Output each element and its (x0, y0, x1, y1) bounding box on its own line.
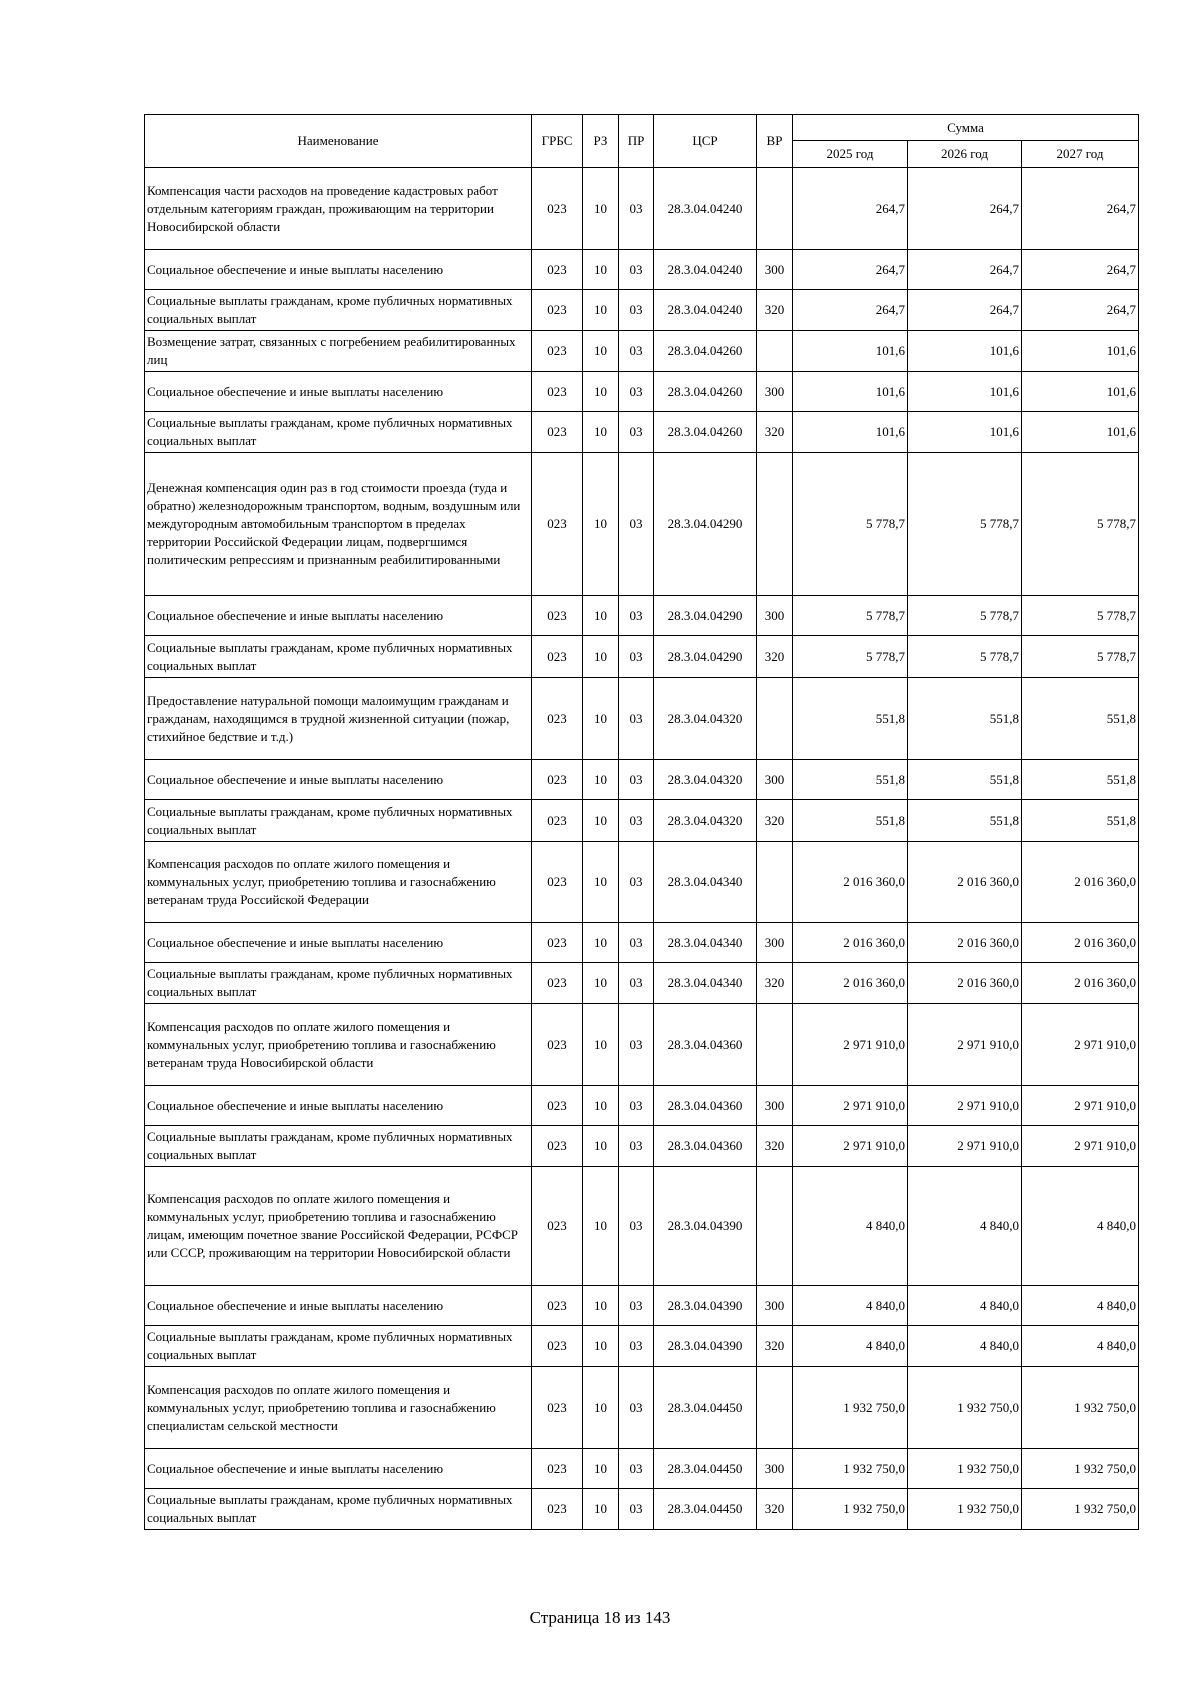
cell-rz: 10 (583, 963, 619, 1004)
cell-name: Социальное обеспечение и иные выплаты населению (145, 1286, 532, 1326)
header-year-2027: 2027 год (1022, 141, 1139, 168)
table-row (145, 412, 1139, 453)
cell-vr (757, 168, 793, 250)
cell-rz: 10 (583, 842, 619, 923)
cell-pr: 03 (619, 1004, 654, 1086)
cell-csr: 28.3.04.04290 (654, 453, 757, 596)
cell-rz: 10 (583, 290, 619, 331)
cell-sum-2025: 5 778,7 (793, 596, 908, 636)
cell-sum-2025: 101,6 (793, 331, 908, 372)
cell-sum-2025: 2 016 360,0 (793, 963, 908, 1004)
cell-grbs: 023 (532, 1489, 583, 1530)
cell-name: Компенсация расходов по оплате жилого помещения и коммунальных услуг, приобретению топлива и газоснабжению специалистам сельской местности (145, 1367, 532, 1449)
cell-name: Социальное обеспечение и иные выплаты населению (145, 760, 532, 800)
table-row (145, 1326, 1139, 1367)
cell-pr: 03 (619, 678, 654, 760)
cell-grbs: 023 (532, 331, 583, 372)
cell-sum-2027: 1 932 750,0 (1022, 1489, 1139, 1530)
page-number: Страница 18 из 143 (529, 1608, 671, 1627)
cell-pr: 03 (619, 412, 654, 453)
table-row (145, 1286, 1139, 1326)
cell-rz: 10 (583, 1167, 619, 1286)
cell-csr: 28.3.04.04390 (654, 1326, 757, 1367)
cell-sum-2025: 101,6 (793, 372, 908, 412)
cell-rz: 10 (583, 372, 619, 412)
cell-rz: 10 (583, 250, 619, 290)
cell-sum-2026: 264,7 (908, 290, 1022, 331)
cell-grbs: 023 (532, 1326, 583, 1367)
cell-sum-2025: 264,7 (793, 290, 908, 331)
cell-sum-2026: 2 971 910,0 (908, 1004, 1022, 1086)
cell-rz: 10 (583, 800, 619, 842)
cell-csr: 28.3.04.04450 (654, 1489, 757, 1530)
cell-grbs: 023 (532, 842, 583, 923)
cell-grbs: 023 (532, 636, 583, 678)
header-pr: ПР (619, 115, 654, 168)
header-sum: Сумма (793, 115, 1139, 141)
cell-csr: 28.3.04.04450 (654, 1449, 757, 1489)
cell-grbs: 023 (532, 760, 583, 800)
cell-rz: 10 (583, 1004, 619, 1086)
table-row (145, 250, 1139, 290)
cell-rz: 10 (583, 453, 619, 596)
cell-name: Социальное обеспечение и иные выплаты населению (145, 923, 532, 963)
table-row (145, 453, 1139, 596)
cell-name: Компенсация расходов по оплате жилого помещения и коммунальных услуг, приобретению топлива и газоснабжению ветеранам труда Российской Федерации (145, 842, 532, 923)
cell-csr: 28.3.04.04240 (654, 290, 757, 331)
cell-sum-2026: 1 932 750,0 (908, 1367, 1022, 1449)
table-row (145, 842, 1139, 923)
cell-csr: 28.3.04.04320 (654, 760, 757, 800)
cell-sum-2025: 2 971 910,0 (793, 1086, 908, 1126)
header-name: Наименование (145, 115, 532, 168)
cell-sum-2026: 1 932 750,0 (908, 1449, 1022, 1489)
cell-sum-2027: 2 971 910,0 (1022, 1126, 1139, 1167)
table-header (145, 115, 1139, 168)
cell-sum-2025: 264,7 (793, 250, 908, 290)
cell-pr: 03 (619, 1326, 654, 1367)
cell-grbs: 023 (532, 290, 583, 331)
cell-grbs: 023 (532, 1126, 583, 1167)
cell-grbs: 023 (532, 1449, 583, 1489)
cell-grbs: 023 (532, 923, 583, 963)
table-row (145, 331, 1139, 372)
cell-name: Социальное обеспечение и иные выплаты населению (145, 250, 532, 290)
cell-grbs: 023 (532, 250, 583, 290)
cell-name: Компенсация части расходов на проведение кадастровых работ отдельным категориям граждан, проживающим на территории Новосибирской области (145, 168, 532, 250)
cell-sum-2025: 5 778,7 (793, 636, 908, 678)
table-row (145, 678, 1139, 760)
cell-sum-2027: 101,6 (1022, 372, 1139, 412)
cell-rz: 10 (583, 412, 619, 453)
cell-vr (757, 331, 793, 372)
cell-csr: 28.3.04.04260 (654, 412, 757, 453)
cell-sum-2026: 551,8 (908, 800, 1022, 842)
cell-rz: 10 (583, 596, 619, 636)
table-row (145, 636, 1139, 678)
header-vr: ВР (757, 115, 793, 168)
cell-grbs: 023 (532, 1167, 583, 1286)
cell-name: Возмещение затрат, связанных с погребением реабилитированных лиц (145, 331, 532, 372)
table-row (145, 290, 1139, 331)
cell-sum-2025: 1 932 750,0 (793, 1367, 908, 1449)
cell-sum-2026: 5 778,7 (908, 636, 1022, 678)
table-row (145, 1086, 1139, 1126)
cell-sum-2027: 5 778,7 (1022, 596, 1139, 636)
cell-name: Социальные выплаты гражданам, кроме публичных нормативных социальных выплат (145, 412, 532, 453)
cell-sum-2025: 5 778,7 (793, 453, 908, 596)
cell-vr: 300 (757, 923, 793, 963)
cell-grbs: 023 (532, 963, 583, 1004)
table-row (145, 1126, 1139, 1167)
cell-name: Социальное обеспечение и иные выплаты населению (145, 1086, 532, 1126)
cell-csr: 28.3.04.04340 (654, 923, 757, 963)
cell-sum-2025: 2 971 910,0 (793, 1004, 908, 1086)
cell-vr (757, 1367, 793, 1449)
cell-sum-2027: 1 932 750,0 (1022, 1449, 1139, 1489)
table-body (145, 168, 1139, 1530)
cell-sum-2027: 264,7 (1022, 290, 1139, 331)
cell-vr: 320 (757, 963, 793, 1004)
cell-sum-2026: 2 016 360,0 (908, 842, 1022, 923)
cell-sum-2026: 264,7 (908, 250, 1022, 290)
cell-pr: 03 (619, 1286, 654, 1326)
cell-grbs: 023 (532, 168, 583, 250)
cell-vr: 300 (757, 250, 793, 290)
cell-sum-2025: 2 971 910,0 (793, 1126, 908, 1167)
cell-rz: 10 (583, 331, 619, 372)
cell-sum-2027: 264,7 (1022, 168, 1139, 250)
cell-vr (757, 453, 793, 596)
cell-sum-2025: 1 932 750,0 (793, 1449, 908, 1489)
cell-name: Социальные выплаты гражданам, кроме публичных нормативных социальных выплат (145, 290, 532, 331)
cell-vr: 320 (757, 1126, 793, 1167)
cell-name: Предоставление натуральной помощи малоимущим гражданам и гражданам, находящимся в трудной жизненной ситуации (пожар, стихийное бедствие и т.д.) (145, 678, 532, 760)
cell-sum-2027: 551,8 (1022, 760, 1139, 800)
cell-pr: 03 (619, 963, 654, 1004)
cell-pr: 03 (619, 1167, 654, 1286)
cell-sum-2027: 1 932 750,0 (1022, 1367, 1139, 1449)
cell-vr (757, 678, 793, 760)
cell-sum-2025: 551,8 (793, 800, 908, 842)
cell-pr: 03 (619, 760, 654, 800)
cell-vr: 300 (757, 372, 793, 412)
cell-csr: 28.3.04.04320 (654, 800, 757, 842)
cell-sum-2026: 2 971 910,0 (908, 1126, 1022, 1167)
cell-sum-2027: 5 778,7 (1022, 453, 1139, 596)
cell-sum-2027: 5 778,7 (1022, 636, 1139, 678)
table-row (145, 923, 1139, 963)
cell-name: Социальные выплаты гражданам, кроме публичных нормативных социальных выплат (145, 1326, 532, 1367)
cell-pr: 03 (619, 331, 654, 372)
table-row (145, 963, 1139, 1004)
cell-name: Компенсация расходов по оплате жилого помещения и коммунальных услуг, приобретению топлива и газоснабжению лицам, имеющим почетное звание Российской Федерации, РСФСР или СССР, проживающим на территории Новосибирской области (145, 1167, 532, 1286)
table-row (145, 1367, 1139, 1449)
cell-csr: 28.3.04.04290 (654, 636, 757, 678)
cell-sum-2026: 4 840,0 (908, 1326, 1022, 1367)
cell-sum-2026: 551,8 (908, 678, 1022, 760)
cell-csr: 28.3.04.04260 (654, 331, 757, 372)
cell-pr: 03 (619, 250, 654, 290)
cell-sum-2027: 2 971 910,0 (1022, 1086, 1139, 1126)
budget-table (144, 114, 1139, 1530)
cell-sum-2027: 2 016 360,0 (1022, 923, 1139, 963)
cell-pr: 03 (619, 1367, 654, 1449)
cell-sum-2025: 4 840,0 (793, 1286, 908, 1326)
table-row (145, 1004, 1139, 1086)
cell-sum-2026: 1 932 750,0 (908, 1489, 1022, 1530)
cell-rz: 10 (583, 636, 619, 678)
cell-pr: 03 (619, 596, 654, 636)
cell-csr: 28.3.04.04390 (654, 1167, 757, 1286)
cell-csr: 28.3.04.04290 (654, 596, 757, 636)
cell-csr: 28.3.04.04240 (654, 250, 757, 290)
cell-rz: 10 (583, 168, 619, 250)
cell-rz: 10 (583, 1489, 619, 1530)
cell-grbs: 023 (532, 1086, 583, 1126)
cell-vr: 320 (757, 412, 793, 453)
cell-sum-2025: 264,7 (793, 168, 908, 250)
cell-rz: 10 (583, 1326, 619, 1367)
cell-sum-2026: 101,6 (908, 372, 1022, 412)
cell-name: Социальное обеспечение и иные выплаты населению (145, 596, 532, 636)
cell-pr: 03 (619, 1489, 654, 1530)
cell-rz: 10 (583, 1086, 619, 1126)
cell-vr: 300 (757, 1449, 793, 1489)
table-row (145, 372, 1139, 412)
cell-grbs: 023 (532, 1367, 583, 1449)
table-row (145, 760, 1139, 800)
cell-grbs: 023 (532, 372, 583, 412)
cell-sum-2026: 551,8 (908, 760, 1022, 800)
cell-sum-2026: 5 778,7 (908, 596, 1022, 636)
cell-sum-2025: 2 016 360,0 (793, 842, 908, 923)
cell-pr: 03 (619, 168, 654, 250)
cell-name: Социальные выплаты гражданам, кроме публичных нормативных социальных выплат (145, 1489, 532, 1530)
header-grbs: ГРБС (532, 115, 583, 168)
cell-rz: 10 (583, 1126, 619, 1167)
cell-sum-2025: 551,8 (793, 678, 908, 760)
cell-sum-2027: 2 971 910,0 (1022, 1004, 1139, 1086)
cell-sum-2026: 264,7 (908, 168, 1022, 250)
cell-sum-2026: 4 840,0 (908, 1167, 1022, 1286)
header-year-2025: 2025 год (793, 141, 908, 168)
cell-sum-2027: 101,6 (1022, 331, 1139, 372)
table-row (145, 596, 1139, 636)
table-row (145, 1489, 1139, 1530)
cell-csr: 28.3.04.04320 (654, 678, 757, 760)
cell-csr: 28.3.04.04450 (654, 1367, 757, 1449)
cell-sum-2025: 551,8 (793, 760, 908, 800)
cell-grbs: 023 (532, 1004, 583, 1086)
cell-sum-2027: 264,7 (1022, 250, 1139, 290)
cell-sum-2025: 4 840,0 (793, 1326, 908, 1367)
cell-pr: 03 (619, 1086, 654, 1126)
cell-grbs: 023 (532, 678, 583, 760)
cell-rz: 10 (583, 1367, 619, 1449)
cell-sum-2026: 101,6 (908, 412, 1022, 453)
cell-vr: 320 (757, 1326, 793, 1367)
cell-csr: 28.3.04.04360 (654, 1126, 757, 1167)
cell-name: Социальные выплаты гражданам, кроме публичных нормативных социальных выплат (145, 800, 532, 842)
cell-name: Денежная компенсация один раз в год стоимости проезда (туда и обратно) железнодорожным транспортом, водным, воздушным или междугородным автомобильным транспортом в пределах территории Российской Федерации лицам, подвергшимся политическим репрессиям и признанным реабилитированными (145, 453, 532, 596)
cell-rz: 10 (583, 1286, 619, 1326)
cell-rz: 10 (583, 923, 619, 963)
cell-csr: 28.3.04.04240 (654, 168, 757, 250)
cell-vr: 300 (757, 596, 793, 636)
cell-sum-2027: 4 840,0 (1022, 1326, 1139, 1367)
cell-name: Социальное обеспечение и иные выплаты населению (145, 372, 532, 412)
cell-pr: 03 (619, 636, 654, 678)
cell-sum-2027: 101,6 (1022, 412, 1139, 453)
table-row (145, 1449, 1139, 1489)
cell-sum-2025: 101,6 (793, 412, 908, 453)
header-csr: ЦСР (654, 115, 757, 168)
cell-sum-2027: 551,8 (1022, 800, 1139, 842)
cell-pr: 03 (619, 1126, 654, 1167)
cell-sum-2026: 2 971 910,0 (908, 1086, 1022, 1126)
cell-vr: 300 (757, 760, 793, 800)
cell-sum-2026: 101,6 (908, 331, 1022, 372)
cell-vr (757, 1004, 793, 1086)
cell-sum-2026: 4 840,0 (908, 1286, 1022, 1326)
cell-name: Социальные выплаты гражданам, кроме публичных нормативных социальных выплат (145, 1126, 532, 1167)
table-row (145, 168, 1139, 250)
cell-sum-2025: 2 016 360,0 (793, 923, 908, 963)
cell-csr: 28.3.04.04340 (654, 963, 757, 1004)
cell-name: Компенсация расходов по оплате жилого помещения и коммунальных услуг, приобретению топлива и газоснабжению ветеранам труда Новосибирской области (145, 1004, 532, 1086)
cell-pr: 03 (619, 842, 654, 923)
header-rz: РЗ (583, 115, 619, 168)
cell-csr: 28.3.04.04360 (654, 1004, 757, 1086)
cell-vr: 320 (757, 636, 793, 678)
cell-pr: 03 (619, 453, 654, 596)
header-year-2026: 2026 год (908, 141, 1022, 168)
cell-name: Социальные выплаты гражданам, кроме публичных нормативных социальных выплат (145, 963, 532, 1004)
cell-pr: 03 (619, 290, 654, 331)
cell-sum-2025: 4 840,0 (793, 1167, 908, 1286)
cell-sum-2027: 4 840,0 (1022, 1286, 1139, 1326)
cell-vr (757, 1167, 793, 1286)
cell-grbs: 023 (532, 596, 583, 636)
cell-csr: 28.3.04.04390 (654, 1286, 757, 1326)
cell-sum-2026: 2 016 360,0 (908, 923, 1022, 963)
cell-sum-2027: 551,8 (1022, 678, 1139, 760)
cell-vr: 320 (757, 1489, 793, 1530)
cell-grbs: 023 (532, 412, 583, 453)
cell-name: Социальные выплаты гражданам, кроме публичных нормативных социальных выплат (145, 636, 532, 678)
cell-csr: 28.3.04.04360 (654, 1086, 757, 1126)
cell-sum-2027: 2 016 360,0 (1022, 842, 1139, 923)
cell-pr: 03 (619, 372, 654, 412)
cell-pr: 03 (619, 800, 654, 842)
cell-vr: 300 (757, 1286, 793, 1326)
cell-vr: 320 (757, 800, 793, 842)
cell-rz: 10 (583, 678, 619, 760)
cell-csr: 28.3.04.04340 (654, 842, 757, 923)
cell-sum-2027: 2 016 360,0 (1022, 963, 1139, 1004)
table-row (145, 1167, 1139, 1286)
cell-sum-2025: 1 932 750,0 (793, 1489, 908, 1530)
cell-sum-2026: 5 778,7 (908, 453, 1022, 596)
cell-grbs: 023 (532, 800, 583, 842)
cell-grbs: 023 (532, 453, 583, 596)
cell-vr: 320 (757, 290, 793, 331)
cell-pr: 03 (619, 923, 654, 963)
cell-grbs: 023 (532, 1286, 583, 1326)
cell-name: Социальное обеспечение и иные выплаты населению (145, 1449, 532, 1489)
cell-rz: 10 (583, 1449, 619, 1489)
cell-rz: 10 (583, 760, 619, 800)
cell-sum-2027: 4 840,0 (1022, 1167, 1139, 1286)
cell-sum-2026: 2 016 360,0 (908, 963, 1022, 1004)
table-row (145, 800, 1139, 842)
cell-vr (757, 842, 793, 923)
cell-csr: 28.3.04.04260 (654, 372, 757, 412)
cell-pr: 03 (619, 1449, 654, 1489)
cell-vr: 300 (757, 1086, 793, 1126)
